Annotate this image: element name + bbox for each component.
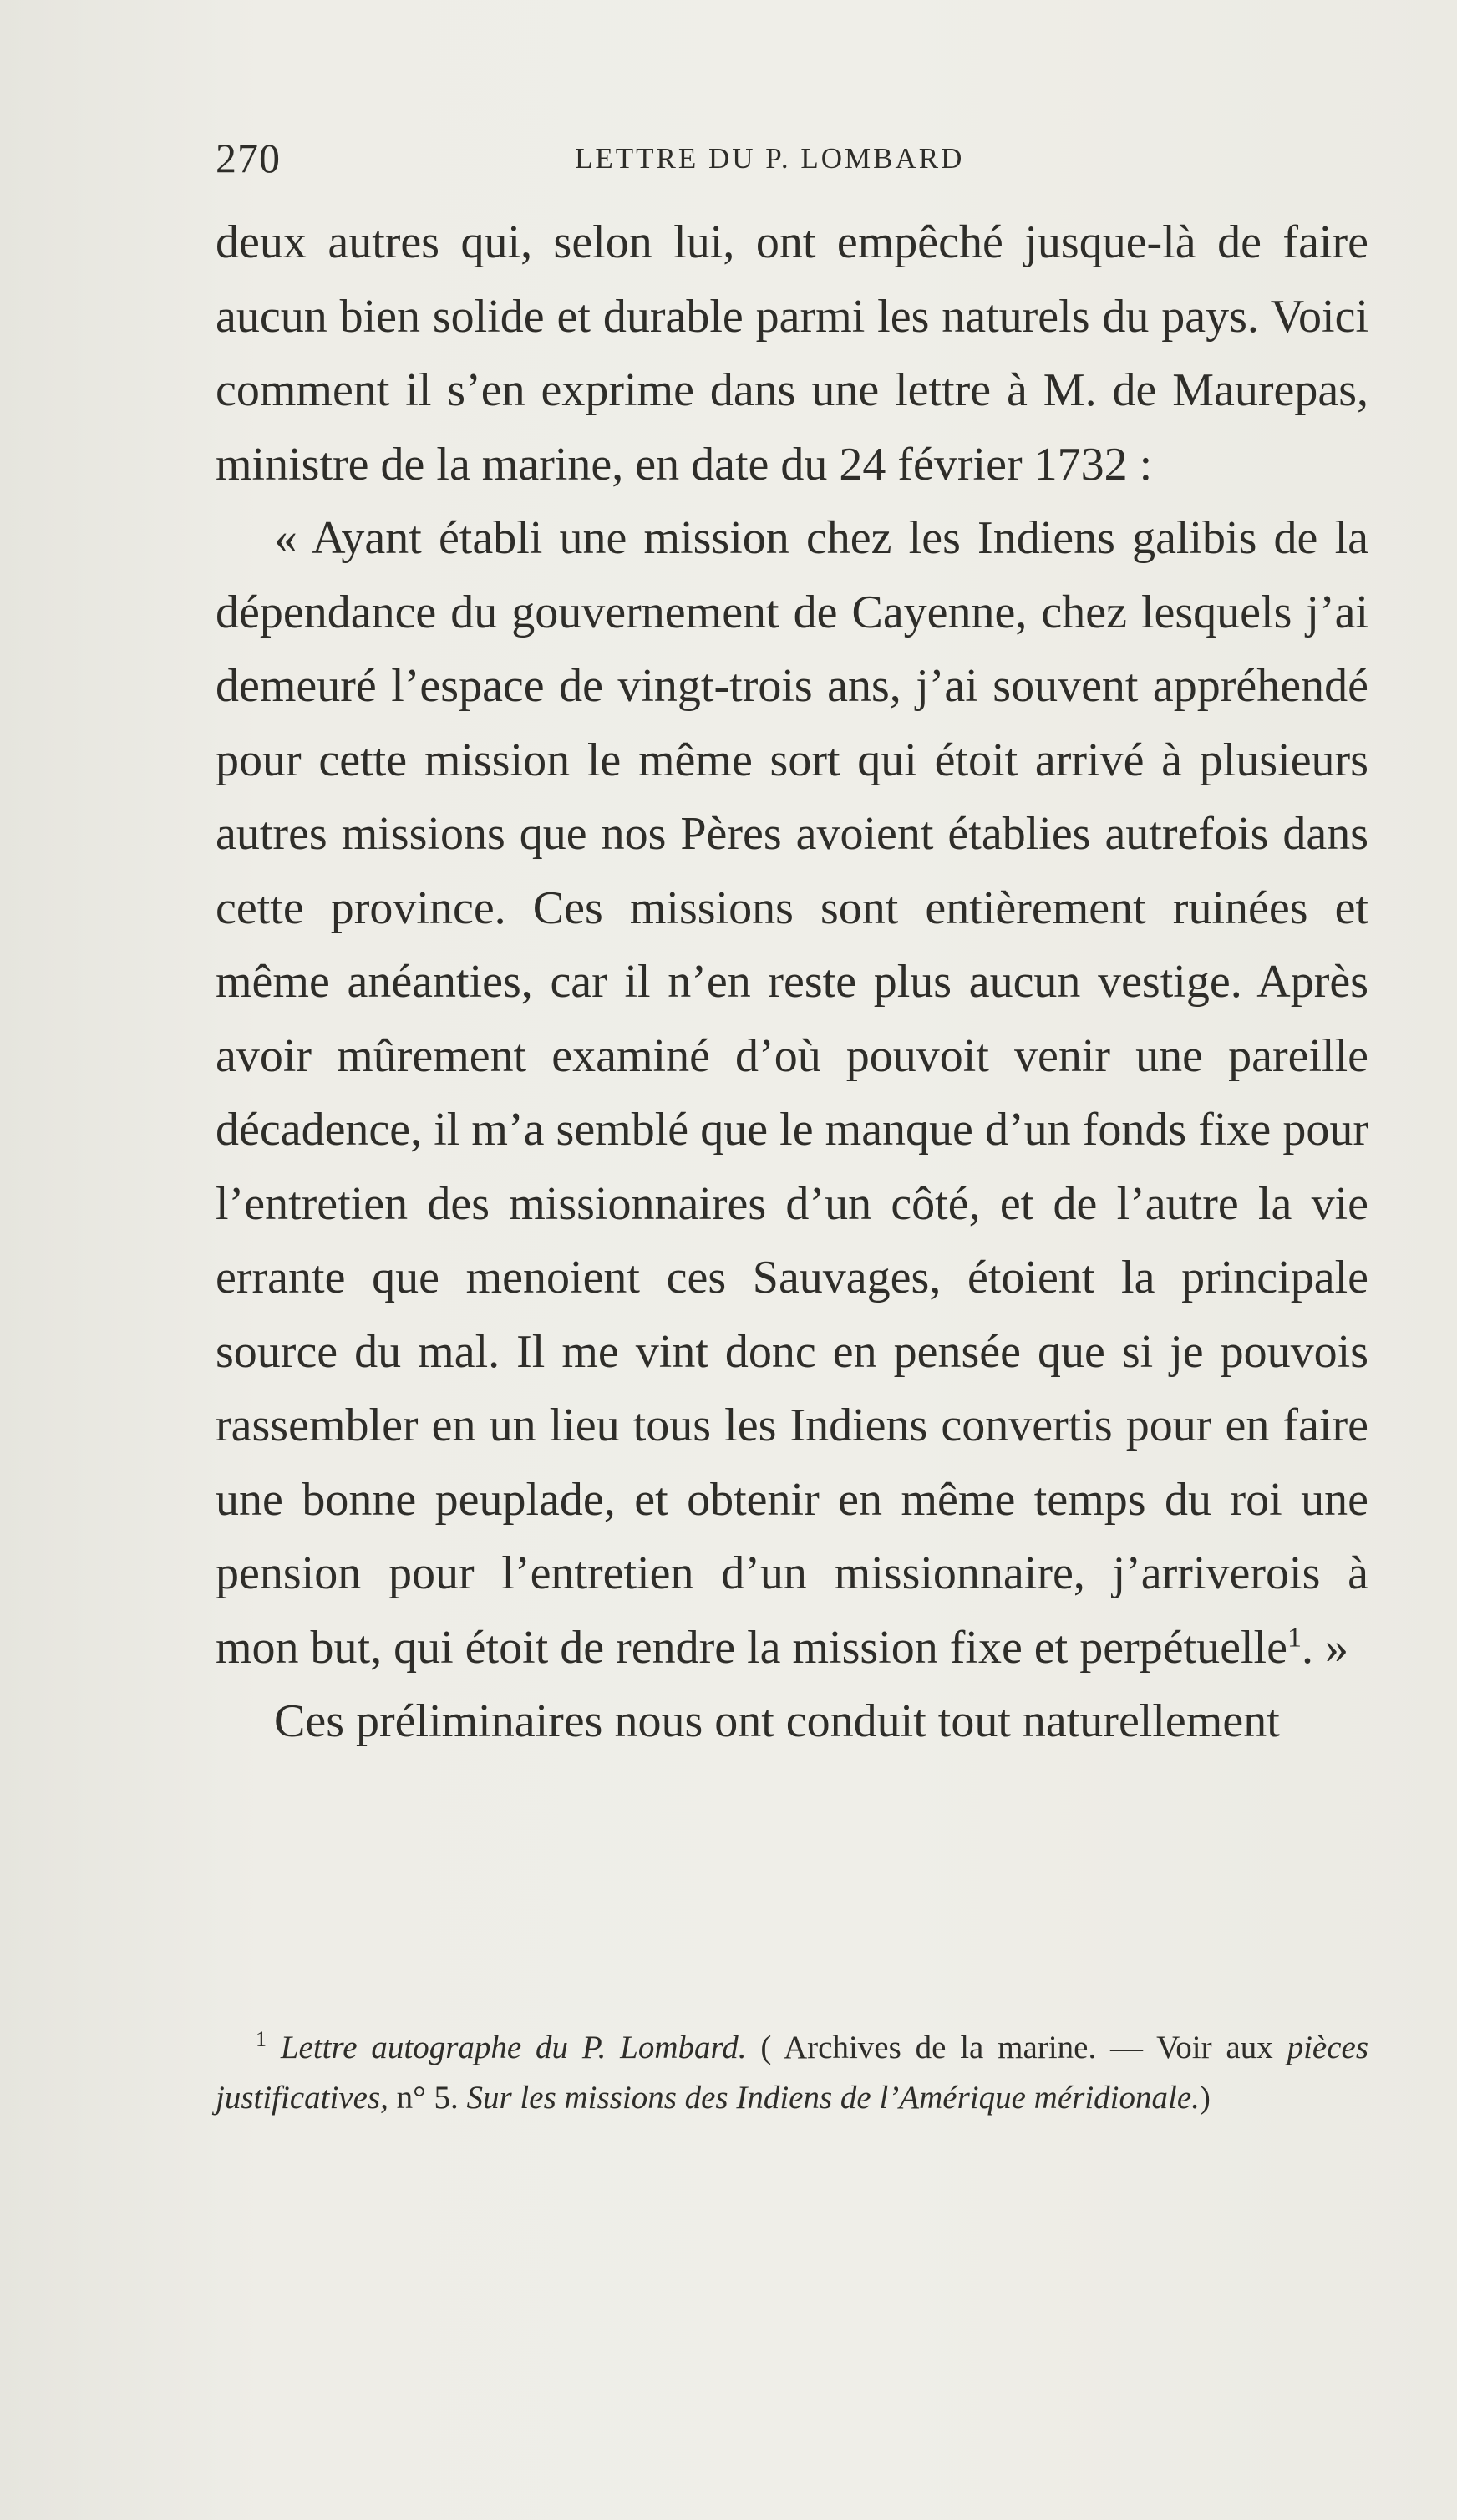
footnote-1 [216, 2023, 1368, 2123]
footnote-source: Lettre autographe du P. Lombard. [280, 2030, 747, 2065]
footnote-number: 1 [256, 2027, 267, 2051]
footnote-marker[interactable]: 1 [1287, 1621, 1302, 1653]
footnote-close: ) [1199, 2080, 1211, 2116]
paragraph-continuation: Ces préliminaires nous ont conduit tout naturellement [274, 1695, 1280, 1747]
paragraph-quotation [216, 501, 1368, 1684]
quotation-end: . » [1301, 1621, 1348, 1674]
page-number: 270 [216, 135, 281, 181]
footnote-reference: pièces justificatives, [216, 2030, 1369, 2116]
running-head [216, 134, 1368, 184]
paragraph-intro: deux autres qui, selon lui, ont empêché jusque-là de faire aucun bien solide et durable parmi les naturels du pays. Voici comment il s’en exprime dans une lettre à M. de Maurepas, ministre de la marine, en date du 24 février 1732 : [216, 216, 1368, 490]
footnote-ref-number: n° 5. [388, 2080, 467, 2116]
footnote-title: Sur les missions des Indiens de l’Amérique méridionale. [466, 2080, 1200, 2116]
main-text [216, 206, 1368, 1759]
footnotes [216, 2023, 1368, 2123]
footnote-archive: ( Archives de la marine. — Voir aux [746, 2030, 1287, 2065]
quotation-text: « Ayant établi une mission chez les Indiens galibis de la dépendance du gouvernement de Cayenne, chez lesquels j’ai demeuré l’espace de vingt-trois ans, j’ai souvent appréhendé pour cette mission le même sort qui étoit arrivé à plusieurs autres missions que nos Pères avoient établies autrefois dans cette province. Ces missions sont entièrement ruinées et même anéanties, car il n’en reste plus aucun vestige. Après avoir mûrement examiné d’où pouvoit venir une pareille décadence, il m’a semblé que le manque d’un fonds fixe pour l’entretien des missionnaires d’un côté, et de l’autre la vie errante que menoient ces Sauvages, étoient la principale source du mal. Il me vint donc en pensée que si je pouvois rassembler en un lieu tous les Indiens convertis pour en faire une bonne peuplade, et obtenir en même temps du roi une pension pour l’entretien d’un missionnaire, j’arriverois à mon but, qui étoit de rendre la mission fixe et perpétuelle [216, 512, 1368, 1674]
running-title: LETTRE DU P. LOMBARD [575, 142, 965, 175]
